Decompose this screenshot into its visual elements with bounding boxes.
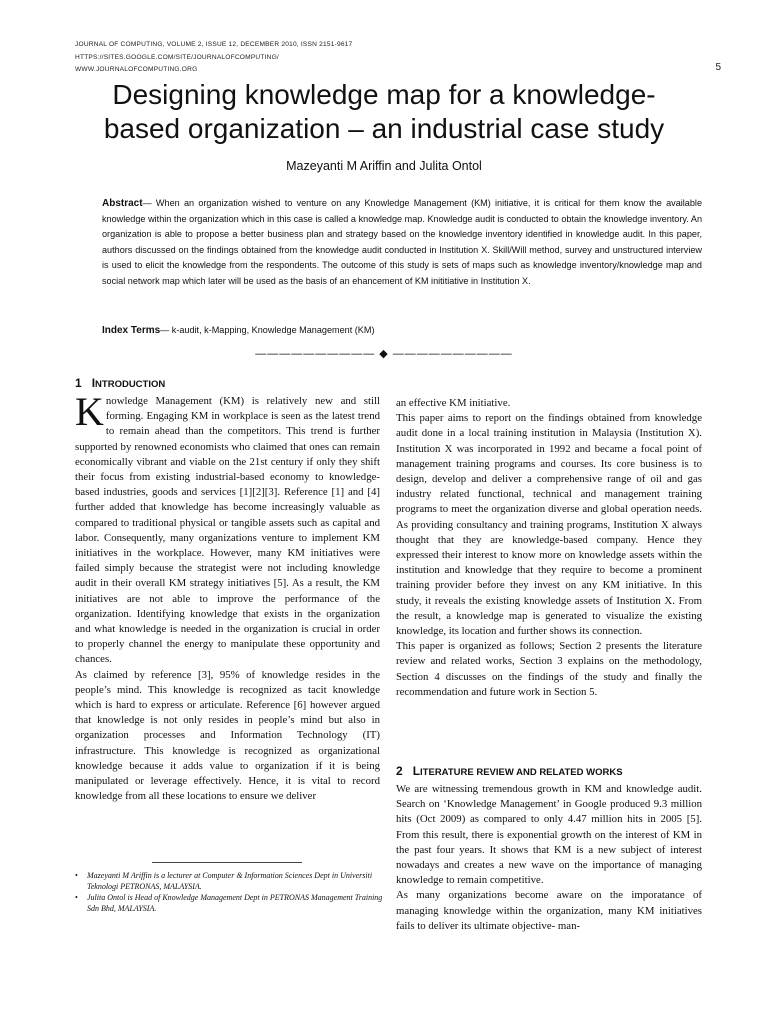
- section-1-heading: [75, 376, 165, 390]
- page-number: 5: [715, 62, 721, 73]
- index-terms: [102, 325, 374, 336]
- journal-header: [75, 39, 352, 77]
- right-column-section-2: [396, 782, 702, 934]
- section-2-title-rest: ITERATURE REVIEW AND RELATED WORKS: [420, 767, 623, 778]
- author-footnotes: [75, 870, 393, 914]
- footnote-1: [75, 870, 393, 892]
- section-1-number: 1: [75, 376, 82, 390]
- paper-title-line1: Designing knowledge map for a knowledge-: [112, 79, 656, 110]
- index-terms-label: Index Terms: [102, 325, 161, 336]
- footnote-bullet: •: [75, 871, 78, 880]
- lit-review-paragraph-2: As many organizations become aware on the imporatance of managing knowledge within the organization, many KM initiatives fails to deliver its ultimate objective- man-: [396, 889, 702, 932]
- abstract-label: Abstract: [102, 198, 143, 209]
- right-column: [396, 396, 702, 700]
- footnote-2-text: Julita Ontol is Head of Knowledge Management Dept in PETRONAS Management Training Sdn Bhd, MALAYSIA.: [87, 893, 383, 913]
- intro-paragraph-5: This paper is organized as follows; Section 2 presents the literature review and related works, Section 3 explains on the methodology, Section 4 discusses on the findings of the study and finally the recommendation and future work in Section 5.: [396, 640, 702, 698]
- section-2-number: 2: [396, 764, 403, 778]
- authors: Mazeyanti M Ariffin and Julita Ontol: [286, 159, 482, 173]
- intro-paragraph-1-text: nowledge Management (KM) is relatively new and still forming. Engaging KM in workplace is seen as the latest trend to remain ahead than the competitors. This trend is further supported by renowned economists who claimed that ones can remain economically vibrant and viable on the 21st century if only they shift their focus from existing industrial-based economy to knowledge-based industries, goods and services [1][2][3]. Reference [1] and [4] further added that knowledge has become increasingly valuable as compared to traditional physical or tangible assets such as capital and labor. Consequently, many organizations venture to implement KM initiatives in the workplace. However, many KM initiatives were failed simply because the strategist were not including knowledge audit in their overall KM strategy initiatives [5]. As a result, the KM initiatives are not able to improve the performance of the organization. Identifying knowledge that exists in the organization and what knowledge is needed in the organization is crucial in order to properly channel the energy to manipulate these opportunity and chances.: [75, 395, 380, 666]
- intro-paragraph-4: This paper aims to report on the findings obtained from knowledge audit done in a local training institution in Malaysia (Institution X). Institution X was incorporated in 1992 and became a focal point of management training programs and courses. Its core business is to design, develop and deliver a comprehensive range of oil and gas industry related functional, technical and management training programs to meet the organization diverse and global operation needs. As providing consultancy and training programs, Institution X always thought that they are knowledge-based company. Hence they expressed their interest to know more on knowledge assets within the institution and knowledge that they require to become a prominent training provider before they invest on any KM initiative. In this study, it reveals the existing knowledge assets of Institution X. From the result, a knowledge map is generated to visualize the existing knowledge, its location and further shows its connection.: [396, 412, 702, 638]
- intro-paragraph-2: As claimed by reference [3], 95% of knowledge resides in the people’s mind. This knowledge is recognized as tacit knowledge which is hard to express or articulate. Reference [6] however argued that knowledge is not only resides in people’s mind but also in organization processes and Information Technology (IT) infrastructure. This knowledge is recognized as organizational knowledge because it adds value to organization if it is being manipulated or leverage effectively. Hence, it is vital to record knowledge from all these locations to ensure we deliver: [75, 668, 380, 803]
- section-1-initial: I: [91, 376, 96, 390]
- abstract-text: — When an organization wished to venture on any Knowledge Management (KM) initiative, it is critical for them know the available knowledge within the organization which in this case is called a knowledge map. Knowledge audit is conducted to obtain the knowledge inventory. An organization is able to propose a better business plan and strategy based on the knowledge inventory identified in knowledge audit. In this paper, authors discussed on the findings obtained from the knowledge audit conducted in Institution X. Skill/Will method, survey and unstructured interview is used to elicit the knowledge from the respondents. The outcome of this study is sets of maps such as knowledge inventory/knowledge map and social network map which later will be used as the basis of an ehancement of KM inititiative in Institution X.: [102, 198, 702, 286]
- index-terms-text: — k-audit, k-Mapping, Knowledge Management (KM): [160, 325, 375, 335]
- paper-title: [40, 78, 728, 146]
- paper-title-line2: based organization – an industrial case study: [103, 113, 665, 144]
- section-2-heading: [396, 764, 623, 778]
- footnote-1-text: Mazeyanti M Ariffin is a lecturer at Computer & Information Sciences Dept in Universiti Teknologi PETRONAS, MALAYSIA.: [87, 871, 373, 891]
- journal-header-line2: HTTPS://SITES.GOOGLE.COM/SITE/JOURNALOFCOMPUTING/: [75, 53, 279, 61]
- lit-review-paragraph-1: We are witnessing tremendous growth in KM and knowledge audit. Search on ‘Knowledge Management’ in Google produced 9.3 million hits (Oct 2009) as compared to only 4.47 million hits in 2005 [5]. From this result, there is exponential growth on the interest of KM in the past four years. It shows that KM is a new subject of interest nowadays and creates a new wave on the importance of managing knowledge to remain competitive.: [396, 783, 702, 887]
- intro-paragraph-3: an effective KM initiative.: [396, 397, 511, 409]
- left-column: [75, 389, 380, 804]
- abstract: [102, 196, 702, 289]
- section-2-initial: L: [412, 764, 421, 778]
- footnote-2: [75, 892, 393, 914]
- footnote-rule: [152, 862, 302, 863]
- section-divider: —————————— ◆ ——————————: [255, 348, 513, 360]
- section-1-title-rest: NTRODUCTION: [95, 379, 166, 390]
- journal-header-line3: WWW.JOURNALOFCOMPUTING.ORG: [75, 66, 198, 73]
- journal-header-line1: JOURNAL OF COMPUTING, VOLUME 2, ISSUE 12, DECEMBER 2010, ISSN 2151-9617: [75, 41, 353, 48]
- drop-cap: K: [75, 389, 104, 434]
- footnote-bullet: •: [75, 893, 78, 902]
- intro-paragraph-1: [75, 389, 380, 668]
